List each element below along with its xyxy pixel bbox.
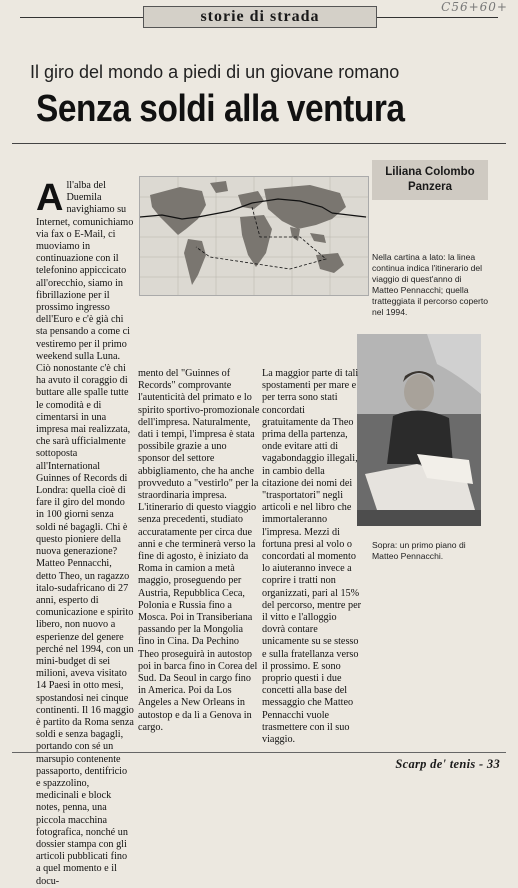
article-subtitle: Il giro del mondo a piedi di un giovane romano: [30, 62, 400, 82]
handwritten-note: C56+60+: [441, 0, 508, 14]
world-map-svg: [140, 177, 368, 295]
world-map-image: [139, 176, 369, 296]
title-rule: [12, 143, 506, 144]
section-banner: storie di strada: [143, 6, 377, 28]
article-column-2: [138, 368, 260, 734]
footer-separator: -: [479, 757, 487, 771]
column-3-text: La maggior parte di tali spostamenti per mare e per terra sono stati concordati gratuitamente da Theo prima della partenza, onde evitare atti di vagabondaggio illegali, in cambio della citazione dei nomi dei "trasportatori" negli articoli e nel libro che immortaleranno l'impresa. Mezzi di fortuna presi al volo o concordati al momento lo aiuteranno invece a coprire i tratti non organizzati, pari al 15% del percorso, mentre per il vitto e l'alloggio dovrà contare unicamente su se stesso e sulla fratellanza verso il prossimo. E sono proprio questi i due concetti alla base del messaggio che Matteo Pennacchi vuole trasmettere con il suo viaggio.: [262, 368, 361, 746]
column-1-text: ll'alba del Duemila navighiamo su Internet, comunichiamo via fax o E-Mail, ci muoviamo in continuazione con il telefonino appiccicato all'orecchio, siamo in fibrillazione per il prossimo ingresso dell'Euro e c'è già chi sta pensando a come ci vestiremo per il primo weekend sulla Luna. Ciò nonostante c'è chi ha avuto il coraggio di buttare alle spalle tutte le comodità e di cimentarsi in una impresa mai realizzata, che sarà ufficialmente sottoposta all'International Guinnes of Records di Londra: quella cioè di fare il giro del mondo in 100 giorni senza soldi né bagagli. Chi è questo pioniere della nuova generazione? Matteo Pennacchi, detto Theo, un ragazzo italo-sudafricano di 27 anni, esperto di comunicazione e spirito libero, non nuovo a esperienze del genere perché nel 1994, con un mini-budget di sei milioni, aveva visitato 14 Paesi in otto mesi, spostandosi nei cinque continenti. Il 16 maggio è partito da Roma senza soldi e senza bagagli, portando con sé un marsupio contenente passaporto, dentifricio e spazzolino, medicinali e block notes, penna, una piccola macchina fotografica, nonché un dossier stampa con gli articoli pubblicati fino a quel momento e il docu-: [36, 180, 134, 887]
footer-rule: [12, 752, 506, 753]
page-footer: [395, 757, 500, 772]
article-column-1: [36, 177, 134, 888]
column-2-text: mento del "Guinnes of Records" comprovante l'autenticità del primato e lo spirito sportivo-promozionale dell'impresa. Naturalmente, dati i tempi, l'impresa è stata possibile grazie a uno sponsor del settore abbigliamento, che ha anche provveduto a "vestirlo" per la straordinaria impresa. L'itinerario di questo viaggio senza precedenti, studiato accuratamente per circa due anni e che terminerà verso la fine di agosto, è iniziato da Roma in camion a metà maggio, proseguendo per Austria, Repubblica Ceca, Polonia e Russia fino a Mosca. Poi in Transiberiana passando per la Mongolia fino in Cina. Da Pechino Theo proseguirà in autostop poi in barca fino in Corea del Sud. Da Seoul in cargo fino in America. Poi da Los Angeles a New Orleans in autostop e da lì a Genova in cargo.: [138, 368, 260, 733]
page-number: 33: [486, 757, 500, 771]
article-headline: Senza soldi alla ventura: [36, 88, 405, 130]
photo-caption: Sopra: un primo piano di Matteo Pennacchi.: [372, 540, 466, 561]
portrait-photo-svg: [357, 334, 481, 526]
byline: Liliana Colombo Panzera: [372, 160, 488, 200]
map-caption: Nella cartina a lato: la linea continua indica l'itinerario del viaggio di quest'anno di Matteo Pennacchi; quella tratteggiata il percorso coperto nel 1994.: [372, 252, 489, 317]
portrait-photo: [357, 334, 481, 526]
drop-cap: A: [36, 177, 64, 219]
article-column-3: [262, 368, 362, 746]
publication-name: Scarp de' tenis: [395, 757, 476, 771]
